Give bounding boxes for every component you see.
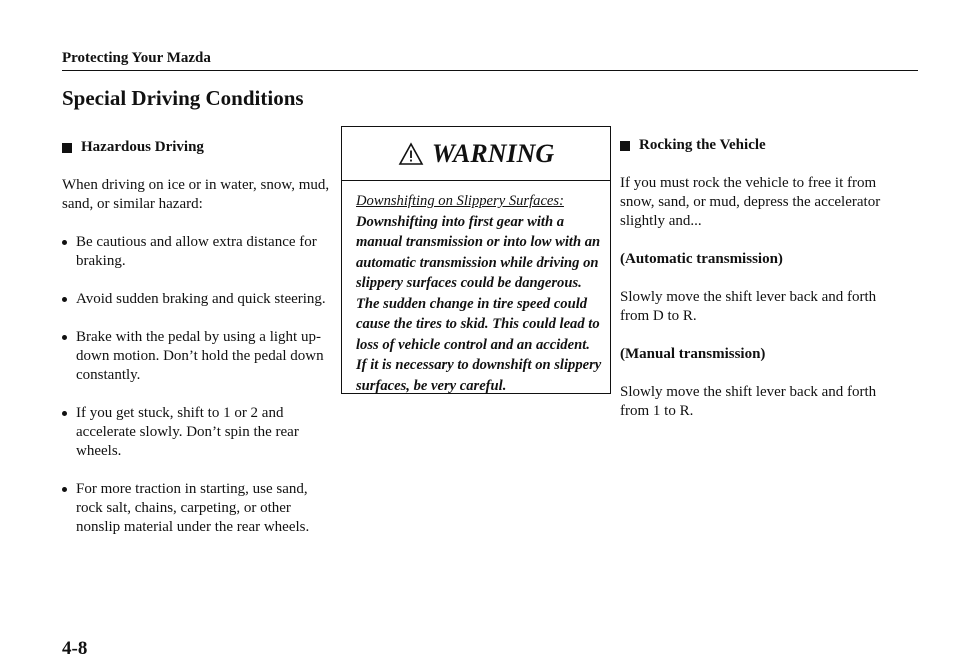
- automatic-transmission-text: Slowly move the shift lever back and forth from D to R.: [620, 289, 877, 324]
- list-item: [62, 480, 332, 537]
- list-item-text: For more traction in starting, use sand, rock salt, chains, carpeting, or other nonslip material under the rear wheels.: [76, 481, 310, 535]
- list-item: [62, 290, 332, 309]
- hazardous-driving-intro: When driving on ice or in water, snow, mud, sand, or similar hazard:: [62, 177, 330, 212]
- list-item: [62, 233, 332, 271]
- bullet-icon: [62, 297, 67, 302]
- list-item-text: Brake with the pedal by using a light up-down motion. Don’t hold the pedal down constantly.: [76, 329, 324, 383]
- warning-header: [342, 127, 610, 181]
- warning-title: WARNING: [431, 138, 555, 168]
- hazardous-driving-list: [62, 233, 332, 537]
- hazardous-driving-column: [62, 138, 332, 556]
- warning-subtitle: Downshifting on Slippery Surfaces:: [356, 193, 564, 209]
- bullet-icon: [62, 487, 67, 492]
- rocking-vehicle-column: [620, 136, 895, 440]
- list-item: [62, 404, 332, 461]
- header-divider: [62, 70, 918, 71]
- rocking-vehicle-intro: If you must rock the vehicle to free it from snow, sand, or mud, depress the accelerator slightly and...: [620, 175, 881, 229]
- rocking-vehicle-heading: [620, 136, 895, 155]
- warning-triangle-icon: [398, 142, 424, 166]
- list-item-text: Be cautious and allow extra distance for braking.: [76, 234, 317, 269]
- page-title: Special Driving Conditions: [62, 86, 304, 110]
- rocking-vehicle-heading-text: Rocking the Vehicle: [639, 137, 766, 153]
- warning-body: [356, 191, 602, 396]
- page-number: 4-8: [62, 638, 88, 659]
- square-bullet-icon: [620, 141, 630, 151]
- header-section-title: Protecting Your Mazda: [62, 50, 211, 66]
- manual-transmission-heading: (Manual transmission): [620, 346, 766, 362]
- bullet-icon: [62, 335, 67, 340]
- bullet-icon: [62, 240, 67, 245]
- warning-box: [341, 126, 611, 394]
- list-item-text: If you get stuck, shift to 1 or 2 and accelerate slowly. Don’t spin the rear wheels.: [76, 405, 299, 459]
- hazardous-driving-heading-text: Hazardous Driving: [81, 139, 204, 155]
- manual-transmission-text: Slowly move the shift lever back and forth from 1 to R.: [620, 384, 877, 419]
- hazardous-driving-heading: [62, 138, 332, 157]
- warning-text: Downshifting into first gear with a manual transmission or into low with an automatic transmission while driving on slippery surfaces could be dangerous. The sudden change in tire speed could cause the tires to skid. This could lead to loss of vehicle control and an accident. If it is necessary to downshift on slippery surfaces, be very careful.: [356, 213, 602, 394]
- automatic-transmission-heading: (Automatic transmission): [620, 251, 783, 267]
- square-bullet-icon: [62, 143, 72, 153]
- list-item-text: Avoid sudden braking and quick steering.: [76, 291, 326, 307]
- list-item: [62, 328, 332, 385]
- bullet-icon: [62, 411, 67, 416]
